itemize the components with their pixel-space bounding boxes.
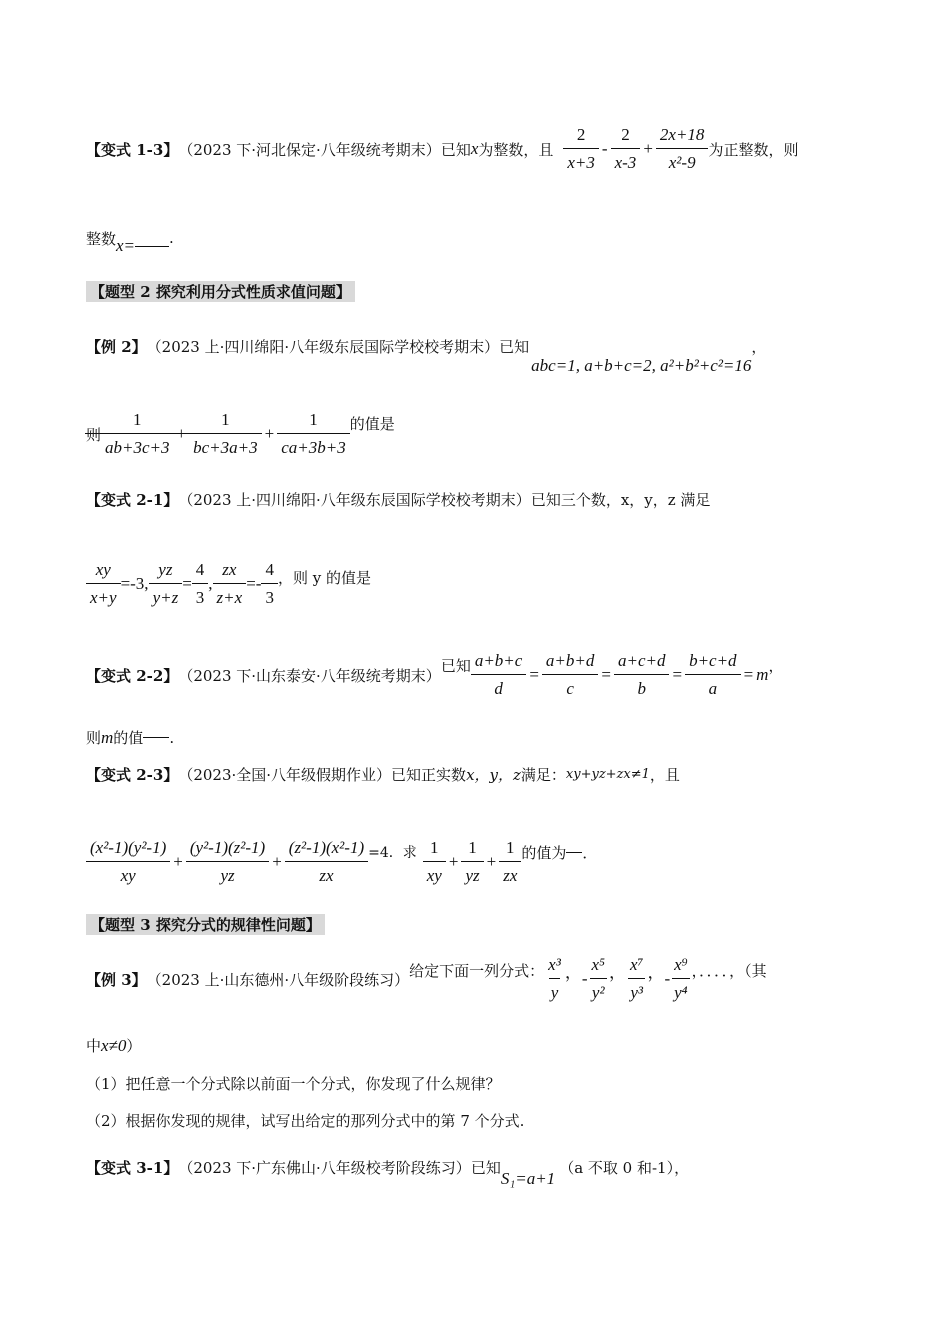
source: （2023 下·河北保定·八年级统考期末） xyxy=(178,140,441,159)
denominator: y xyxy=(549,978,561,1003)
variant-2-1-line2 xyxy=(86,560,371,608)
variant-1-3-line2 xyxy=(86,220,174,256)
fraction xyxy=(191,410,260,458)
text: =-3, xyxy=(120,574,149,593)
denominator: bc+3a+3 xyxy=(193,438,258,457)
text: 则 xyxy=(86,425,102,444)
fraction xyxy=(616,651,668,699)
numerator: zx xyxy=(213,560,247,584)
denominator: ab+3c+3 xyxy=(105,438,170,457)
denominator: yz xyxy=(220,866,235,885)
denominator: y² xyxy=(590,978,607,1003)
fraction-expression: $\frac{1}{xy}$ + $\frac{1}{yz}$ + $\frac{1}{zx}$ xyxy=(423,838,522,886)
fraction-expression: $\frac{2}{x+3}$ - $\frac{2}{x-3}$ + $\frac{2x+18}{\text{x²-9}}$ xyxy=(563,125,708,173)
denominator: y⁴ xyxy=(672,978,689,1003)
variant-1-3-line1 xyxy=(86,125,798,173)
text: 已知 xyxy=(440,140,471,159)
variant-2-3-line2 xyxy=(86,838,597,886)
denominator: xy xyxy=(426,866,442,885)
text: 已知正实数 xyxy=(391,766,467,784)
numerator: xy xyxy=(86,560,121,584)
text: 已知 xyxy=(470,1158,501,1177)
numerator: x³ xyxy=(548,955,561,974)
example-3-question-1: （1）把任意一个分式除以前面一个分式，你发现了什么规律？ xyxy=(86,1075,501,1093)
fraction-expression: $\frac{1}{ab+3c+3}$ + $\frac{1}{bc+3a+3}$ + $\frac{1}{ca+3b+3}$ xyxy=(101,410,350,458)
fraction xyxy=(565,125,597,173)
answer-blank xyxy=(143,737,169,738)
denominator: ca+3b+3 xyxy=(281,438,346,457)
var-x: x xyxy=(470,139,479,158)
fraction-expression: $\frac{\text{(x²-1)(y²-1)}}{xy}$ + $\frac{\text{(y²-1)(z²-1)}}{yz}$ + $\frac{\text{(z²-1)(x²-1)}}{zx}$ xyxy=(86,838,368,886)
text: ，则 y 的值是 xyxy=(277,568,371,587)
text: 已知三个数，x，y，z 满足 xyxy=(530,491,711,509)
example-3-question-2: （2）根据你发现的规律，试写出给定的那列分式中的第 7 个分式. xyxy=(86,1112,525,1130)
source: （2023 下·广东佛山·八年级校考阶段练习） xyxy=(178,1158,471,1177)
math: xy+yz+zx≠1 xyxy=(565,767,650,782)
fraction xyxy=(613,125,639,173)
fraction xyxy=(590,955,607,1003)
math: m xyxy=(101,727,114,747)
denominator: zx xyxy=(319,866,334,885)
fraction xyxy=(546,955,563,1003)
numerator: 1 xyxy=(85,410,190,434)
denominator: b xyxy=(637,679,646,698)
variant-2-3-line1 xyxy=(86,764,680,785)
sequence-fractions: $\frac{\text{x³}}{y}$ ， - $\frac{\text{x⁵}}{\text{y²}}$ ， $\frac{\text{x⁷}}{\text{y³}}$ ， - $\frac{\text{x⁹}}{\text{y⁴}}$ xyxy=(544,955,691,1003)
text: ） xyxy=(126,1037,142,1055)
numerator: yz xyxy=(149,560,183,584)
numerator: a+b+d xyxy=(542,651,598,675)
variant-2-2-line2 xyxy=(86,727,174,748)
fraction-expression: $\frac{a+b+c}{d}$ = $\frac{a+b+d}{c}$ = $\frac{a+c+d}{b}$ = $\frac{b+c+d}{a}$ = m xyxy=(471,651,769,699)
text: 给定下面一列分式： xyxy=(409,961,545,980)
text: ， xyxy=(608,962,626,982)
label: 【变式 2-1】 xyxy=(86,491,179,509)
text: =4．求 xyxy=(368,845,417,861)
text: 满足： xyxy=(520,766,566,784)
answer-blank xyxy=(135,246,169,247)
fraction xyxy=(544,651,596,699)
fraction xyxy=(103,410,172,458)
denominator: zx xyxy=(503,866,518,885)
denominator: x-3 xyxy=(614,153,637,172)
text: （a 不取 0 和-1）， xyxy=(559,1158,690,1177)
text: 的值为 xyxy=(521,843,567,862)
fraction xyxy=(263,560,276,608)
fraction xyxy=(501,838,519,886)
label: 【变式 1-3】 xyxy=(86,140,179,159)
numerator: 1 xyxy=(423,838,446,862)
denominator: x+y xyxy=(90,588,117,607)
section-heading-2: 【题型 2 探究利用分式性质求值问题】 xyxy=(86,281,355,302)
fraction xyxy=(279,410,348,458)
fraction xyxy=(687,651,739,699)
fraction xyxy=(425,838,444,886)
example-2-line2 xyxy=(86,410,395,458)
fraction xyxy=(672,955,689,1003)
text: ，且 xyxy=(649,766,680,784)
label: 【变式 2-2】 xyxy=(86,666,179,685)
text: 则 xyxy=(86,729,102,747)
denominator: yz xyxy=(465,866,480,885)
denominator: 3 xyxy=(195,588,205,607)
text: . xyxy=(169,728,175,747)
fraction xyxy=(151,560,181,608)
denominator: a xyxy=(708,679,718,698)
numerator: b+c+d xyxy=(685,651,741,675)
source: （2023 上·山东德州·八年级阶段练习） xyxy=(146,970,410,989)
fraction xyxy=(287,838,366,886)
numerator: 1 xyxy=(461,838,483,862)
numerator: 2 xyxy=(563,125,599,149)
variant-3-1-line1 xyxy=(86,1145,689,1189)
numerator: a+c+d xyxy=(614,651,670,675)
numerator: (x²-1)(y²-1) xyxy=(86,838,170,862)
denominator: x+3 xyxy=(567,153,595,172)
numerator: x⁷ xyxy=(629,955,644,974)
math: S₁=a+1 xyxy=(500,1169,556,1188)
numerator: 2 xyxy=(611,125,641,149)
fraction xyxy=(88,838,168,886)
condition-math: abc=1, a+b+c=2, a²+b²+c²=16 xyxy=(531,356,752,375)
denominator: d xyxy=(494,679,503,698)
fraction xyxy=(658,125,707,173)
numerator: (z²-1)(x²-1) xyxy=(285,838,368,862)
text: ， xyxy=(768,656,784,675)
text: 已知 xyxy=(499,337,530,356)
denominator: 3 xyxy=(265,588,274,607)
text: , xyxy=(208,574,213,593)
source: （2023 下·山东泰安·八年级统考期末） xyxy=(178,666,441,685)
math: x≠0 xyxy=(101,1035,127,1055)
denominator: x²-9 xyxy=(668,153,696,172)
text: . xyxy=(169,229,174,247)
text: 的值是 xyxy=(349,414,395,433)
fraction xyxy=(188,838,267,886)
label: 【变式 3-1】 xyxy=(86,1158,179,1177)
example-3-line2 xyxy=(86,1035,141,1056)
answer-blank xyxy=(566,852,582,853)
fraction xyxy=(215,560,245,608)
text: 为正整数，则 xyxy=(708,140,799,159)
numerator: 2x+18 xyxy=(656,125,709,149)
text: 中 xyxy=(86,1037,102,1055)
denominator: y³ xyxy=(628,978,645,1003)
math: x= xyxy=(116,236,136,255)
denominator: c xyxy=(566,679,574,698)
source: （2023 上·四川绵阳·八年级东辰国际学校校考期末） xyxy=(146,337,500,356)
variant-2-2-line1 xyxy=(86,651,783,699)
text: 的值 xyxy=(113,729,144,747)
source: （2023 上·四川绵阳·八年级东辰国际学校校考期末） xyxy=(178,491,531,509)
numerator: x⁹ xyxy=(674,955,688,974)
numerator: a+b+c xyxy=(471,651,527,675)
text: 整数 xyxy=(86,229,117,248)
fraction xyxy=(628,955,645,1003)
section-heading-3: 【题型 3 探究分式的规律性问题】 xyxy=(86,914,325,935)
example-2-line1 xyxy=(86,316,766,376)
text: =- xyxy=(246,574,262,593)
text: = xyxy=(182,574,192,593)
denominator: z+x xyxy=(216,588,243,607)
fraction xyxy=(88,560,119,608)
source: （2023·全国·八年级假期作业） xyxy=(178,766,392,784)
text: ，．．．．，（其 xyxy=(691,961,767,980)
numerator: 4 xyxy=(261,560,278,584)
label: 【例 3】 xyxy=(86,970,147,989)
numerator: x⁵ xyxy=(591,955,605,974)
denominator: y+z xyxy=(152,588,179,607)
numerator: 1 xyxy=(189,410,262,434)
fraction-expression xyxy=(86,560,278,608)
example-3-line1 xyxy=(86,955,767,1003)
fraction xyxy=(463,838,481,886)
numerator: (y²-1)(z²-1) xyxy=(186,838,269,862)
fraction xyxy=(194,560,207,608)
variant-2-1-line1 xyxy=(86,489,710,510)
numerator: 4 xyxy=(192,560,209,584)
denominator: xy xyxy=(120,866,136,885)
text: ， xyxy=(647,962,665,982)
fraction xyxy=(473,651,525,699)
label: 【例 2】 xyxy=(86,337,147,356)
text: 为整数，且 xyxy=(478,140,554,159)
label: 【变式 2-3】 xyxy=(86,766,179,784)
text: ． xyxy=(582,843,598,862)
text: 已知 xyxy=(440,656,471,675)
numerator: 1 xyxy=(277,410,350,434)
text: ， xyxy=(751,337,767,356)
math: m xyxy=(756,665,769,684)
math: x，y，z xyxy=(466,766,521,784)
numerator: 1 xyxy=(499,838,521,862)
text: ， xyxy=(564,962,582,982)
